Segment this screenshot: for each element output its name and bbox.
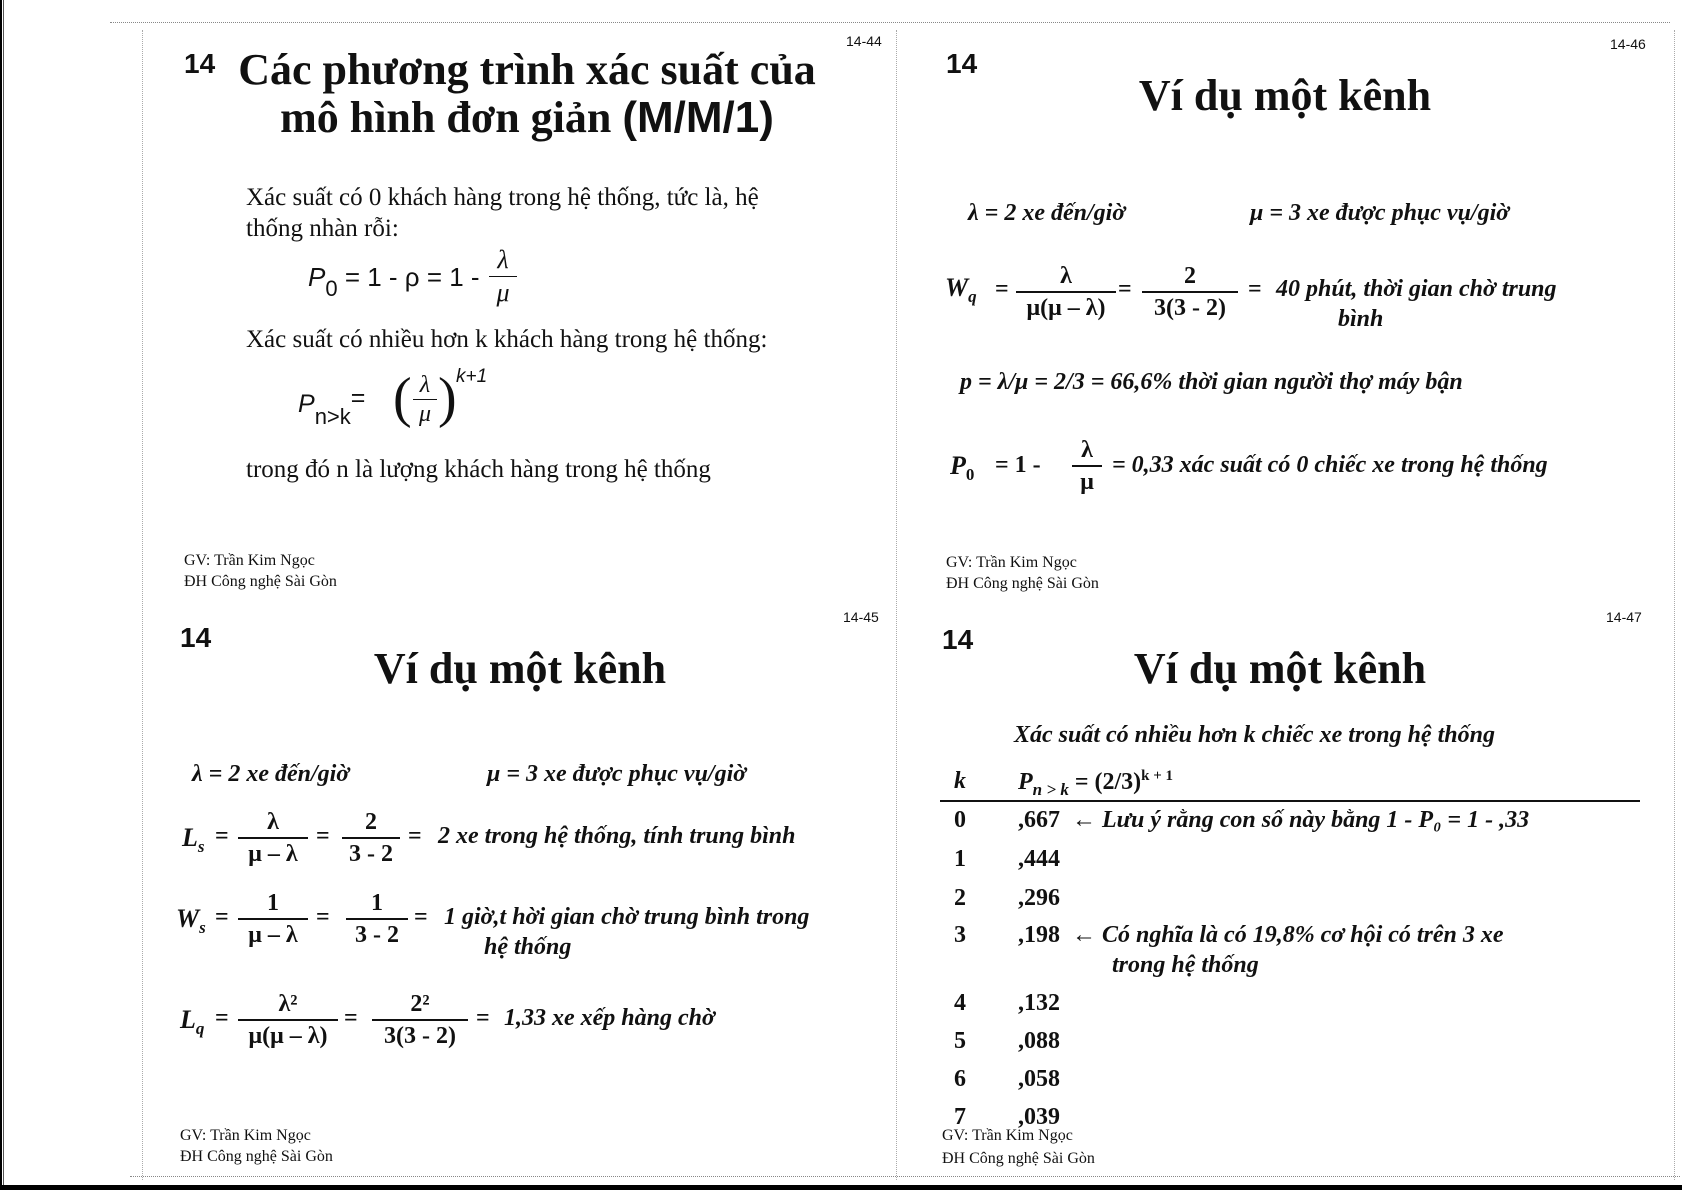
scan-edge-left xyxy=(0,0,2,1190)
lq-equals-1: = xyxy=(215,1005,229,1031)
n-definition: trong đó n là lượng khách hàng trong hệ thống xyxy=(246,456,711,483)
ws-result-line1: 1 giờ,t hời gian chờ trung bình trong xyxy=(444,904,810,930)
p0-fraction: λ μ xyxy=(489,246,517,307)
pk-paren-left: ( xyxy=(393,367,412,429)
column-header-k: k xyxy=(954,768,966,794)
wq-equals-1: = xyxy=(995,276,1009,302)
page-number: 14-47 xyxy=(1606,609,1642,625)
footer-university: ĐH Công nghệ Sài Gòn xyxy=(946,575,1099,592)
pk-fraction: λ μ xyxy=(413,372,437,427)
footer-lecturer: GV: Trần Kim Ngọc xyxy=(184,552,315,569)
ls-result: 2 xe trong hệ thống, tính trung bình xyxy=(438,823,796,849)
mu-rate: μ = 3 xe được phục vụ/giờ xyxy=(1250,200,1510,226)
wq-symbol: $W_q$ xyxy=(945,273,977,307)
ls-fraction-1: λ μ – λ xyxy=(238,808,308,868)
table-cell-p: ,058 xyxy=(1018,1066,1060,1092)
ws-result-line2: hệ thống xyxy=(484,934,572,960)
divider-top xyxy=(110,22,1670,23)
slide-title: Ví dụ một kênh xyxy=(373,644,667,693)
table-row: 0 xyxy=(954,807,966,833)
ls-equals-1: = xyxy=(215,823,229,849)
column-header-p: $P_{n > k} = (2/3)^{k + 1}$ xyxy=(1018,768,1174,799)
footer-university: ĐH Công nghệ Sài Gòn xyxy=(184,573,337,590)
slide-title-line1: Các phương trình xác suất của xyxy=(238,45,816,94)
footer-lecturer: GV: Trần Kim Ngọc xyxy=(942,1127,1073,1144)
ws-equals-2: = xyxy=(316,904,330,930)
wq-equals-3: = xyxy=(1248,276,1262,302)
divider-middle xyxy=(896,30,897,1180)
scan-edge-bottom xyxy=(0,1185,1682,1190)
table-cell-p: ,444 xyxy=(1018,846,1060,872)
p0-result: = 0,33 xác suất có 0 chiếc xe trong hệ thống xyxy=(1112,452,1548,478)
wq-equals-2: = xyxy=(1118,276,1132,302)
ls-equals-3: = xyxy=(408,823,422,849)
chapter-number: 14 xyxy=(184,48,216,79)
table-cell-p: ,039 xyxy=(1018,1104,1060,1130)
ws-equals-1: = xyxy=(215,904,229,930)
divider-bottom xyxy=(130,1176,1680,1177)
table-row: 1 xyxy=(954,846,966,872)
table-header-rule xyxy=(940,800,1640,802)
p0-description-line2: thống nhàn rỗi: xyxy=(246,215,399,242)
p0-description-line1: Xác suất có 0 khách hàng trong hệ thống, tức là, hệ xyxy=(246,184,759,211)
lq-fraction-1: λ² μ(μ – λ) xyxy=(238,990,338,1050)
row0-note: ← Lưu ý rằng con số này bằng 1 - P₀ = 1 - ,33 xyxy=(1072,807,1530,833)
p0-formula: $P_0 = 1 - \rho = 1$ - xyxy=(308,262,480,302)
page-number: 14-45 xyxy=(843,609,879,625)
table-row: 4 xyxy=(954,990,966,1016)
ws-equals-3: = xyxy=(414,904,428,930)
ws-symbol: $W_s$ xyxy=(176,904,206,938)
p0-fraction: λ μ xyxy=(1072,436,1102,496)
ls-equals-2: = xyxy=(316,823,330,849)
pk-paren-right: ) xyxy=(438,367,457,429)
table-cell-p: ,296 xyxy=(1018,885,1060,911)
lambda-rate: λ = 2 xe đến/giờ xyxy=(192,761,350,787)
divider-left xyxy=(142,30,143,1180)
row3-note-line2: trong hệ thống xyxy=(1112,952,1259,978)
mu-rate: μ = 3 xe được phục vụ/giờ xyxy=(487,761,747,787)
lq-symbol: $L_q$ xyxy=(180,1005,205,1039)
slide-title-line2: mô hình đơn giản (M/M/1) xyxy=(280,93,774,142)
row3-note: ← Có nghĩa là có 19,8% cơ hội có trên 3 xe xyxy=(1072,922,1504,948)
footer-university: ĐH Công nghệ Sài Gòn xyxy=(942,1150,1095,1167)
pk-description: Xác suất có nhiều hơn k khách hàng trong hệ thống: xyxy=(246,326,768,353)
chapter-number: 14 xyxy=(180,622,212,653)
utilization-line: p = λ/μ = 2/3 = 66,6% thời gian người thợ máy bận xyxy=(960,369,1463,395)
page-number: 14-46 xyxy=(1610,36,1646,52)
p0-symbol: $P_0$ xyxy=(950,451,975,485)
wq-result-line1: 40 phút, thời gian chờ trung xyxy=(1276,276,1557,302)
wq-fraction-2: 2 3(3 - 2) xyxy=(1142,262,1238,322)
divider-right xyxy=(1674,30,1675,1180)
table-cell-p: ,088 xyxy=(1018,1028,1060,1054)
lq-fraction-2: 2² 3(3 - 2) xyxy=(372,990,468,1050)
table-cell-p: ,132 xyxy=(1018,990,1060,1016)
lq-equals-2: = xyxy=(344,1005,358,1031)
lq-equals-3: = xyxy=(476,1005,490,1031)
footer-lecturer: GV: Trần Kim Ngọc xyxy=(946,554,1077,571)
lambda-rate: λ = 2 xe đến/giờ xyxy=(968,200,1126,226)
table-caption: Xác suất có nhiều hơn k chiếc xe trong hệ thống xyxy=(1014,722,1495,748)
scan-edge-left-inner xyxy=(3,0,4,1190)
lq-result: 1,33 xe xếp hàng chờ xyxy=(504,1005,715,1031)
ls-fraction-2: 2 3 - 2 xyxy=(342,808,400,868)
page-number: 14-44 xyxy=(846,33,882,49)
table-cell-p: ,198 xyxy=(1018,922,1060,948)
table-row: 7 xyxy=(954,1104,966,1130)
footer-university: ĐH Công nghệ Sài Gòn xyxy=(180,1148,333,1165)
slide-title: Ví dụ một kênh xyxy=(1133,644,1427,693)
table-row: 5 xyxy=(954,1028,966,1054)
chapter-number: 14 xyxy=(942,624,974,655)
slide-title: Ví dụ một kênh xyxy=(1138,71,1432,120)
table-row: 2 xyxy=(954,885,966,911)
ls-symbol: $L_s$ xyxy=(182,823,205,857)
ws-fraction-2: 1 3 - 2 xyxy=(346,889,408,949)
footer-lecturer: GV: Trần Kim Ngọc xyxy=(180,1127,311,1144)
chapter-number: 14 xyxy=(946,48,978,79)
p0-prefix: = 1 - xyxy=(995,452,1041,478)
table-row: 6 xyxy=(954,1066,966,1092)
pk-formula: $P_{n>k}=$ xyxy=(298,384,366,429)
wq-fraction-1: λ μ(μ – λ) xyxy=(1016,262,1116,322)
pk-exponent: k+1 xyxy=(456,366,488,387)
table-cell-p: ,667 xyxy=(1018,807,1060,833)
table-row: 3 xyxy=(954,922,966,948)
wq-result-line2: bình xyxy=(1338,306,1384,332)
ws-fraction-1: 1 μ – λ xyxy=(238,889,308,949)
